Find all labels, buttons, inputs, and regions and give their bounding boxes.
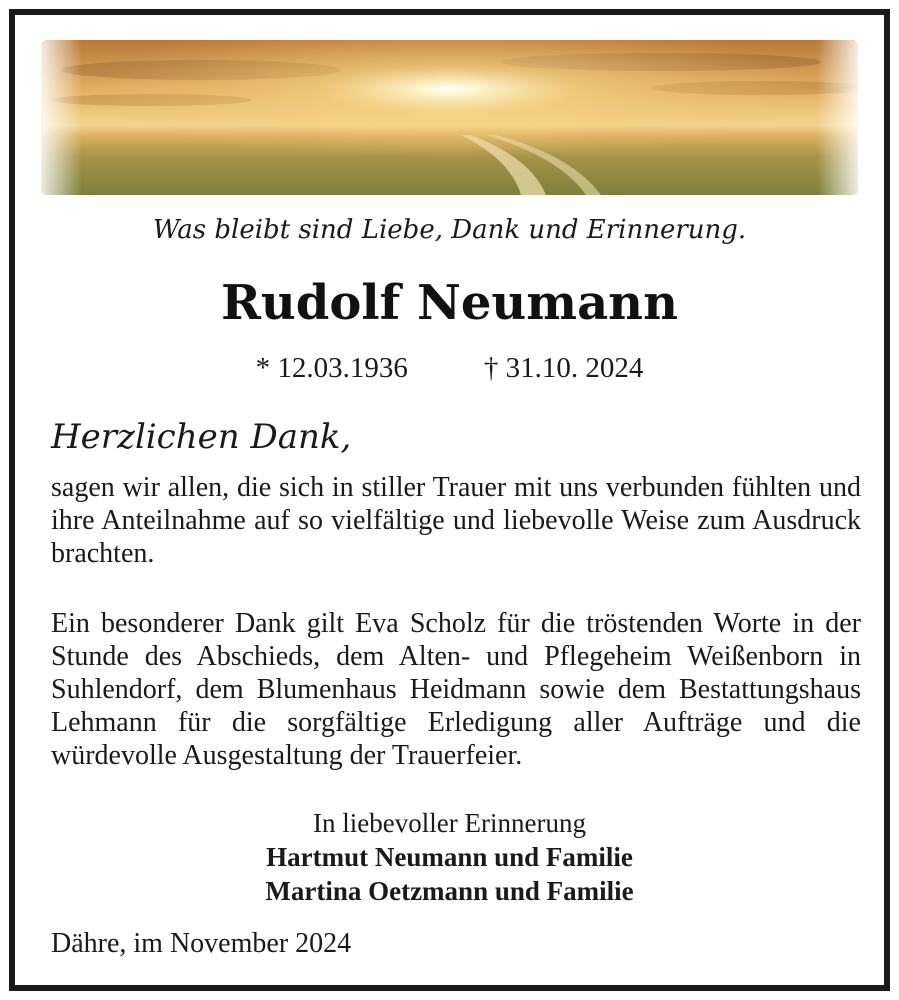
motto: Was bleibt sind Liebe, Dank und Erinnerung. <box>152 215 747 245</box>
birth-date: * 12.03.1936 <box>255 352 408 384</box>
thanks-heading: Herzlichen Dank, <box>51 417 352 457</box>
deceased-name: Rudolf Neumann <box>221 275 678 331</box>
signature-family-1: Hartmut Neumann und Familie <box>266 842 633 872</box>
sunset-image <box>41 40 858 195</box>
obituary-frame <box>9 9 890 991</box>
life-dates <box>15 352 884 385</box>
thanks-paragraph-1: sagen wir allen, die sich in stiller Trauer mit uns verbunden fühlten und ihre Anteilnahme auf so vielfältige und liebevolle Weise zum Ausdruck brachten. <box>51 472 861 569</box>
signature-intro: In liebevoller Erinnerung <box>313 808 586 838</box>
signature-family-2: Martina Oetzmann und Familie <box>265 876 634 906</box>
thanks-paragraph-2: Ein besonderer Dank gilt Eva Scholz für die tröstenden Worte in der Stunde des Abschieds, dem Alten- und Pflegeheim Weißenborn in Suhlendorf, dem Blumenhaus Heidmann sowie dem Bestattungshaus Lehmann für die sorgfältige Erledigung aller Aufträge und die würdevolle Ausgestaltung der Trauerfeier. <box>51 608 861 771</box>
sunset-field-icon <box>41 40 858 195</box>
place-date: Dähre, im November 2024 <box>51 928 352 959</box>
signature-block <box>15 806 884 908</box>
death-date: † 31.10. 2024 <box>483 352 644 384</box>
